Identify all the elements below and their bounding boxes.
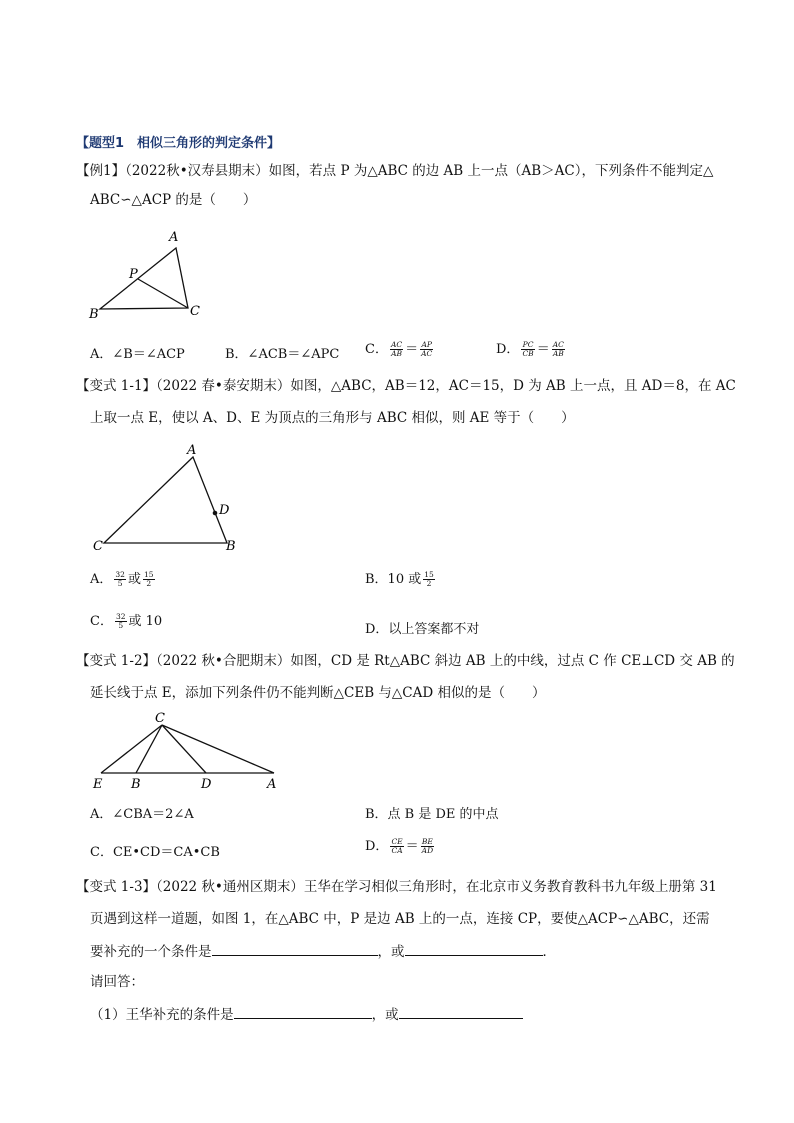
q2-option-a-frac2: $\frac{15}{2}$ [143, 570, 154, 588]
q1-option-a: A．∠B＝∠ACP [90, 347, 185, 362]
q3-segment-cd [162, 725, 206, 773]
q2-option-c-frac: $\frac{32}{5}$ [115, 612, 126, 630]
q1-label-a: A [169, 230, 179, 245]
q3-stem-line2: 延长线于点 E，添加下列条件仍不能判断△CEB 与△CAD 相似的是（ ） [90, 685, 546, 701]
q1-label-b: B [89, 307, 99, 322]
q1-stem-line2: ABC∽△ACP 的是（ ） [90, 192, 257, 208]
q4-part1-blank-1[interactable] [234, 1004, 372, 1019]
q4-answer-blank-1[interactable] [212, 941, 378, 956]
q3-option-b: B．点 B 是 DE 的中点 [365, 807, 499, 822]
q1-segment-pc [138, 279, 188, 308]
q3-option-a: A．∠CBA＝2∠A [90, 807, 194, 822]
q2-option-d: D．以上答案都不对 [365, 622, 480, 637]
q1-option-d-frac1: $\frac{PC}{CB}$ [522, 340, 534, 358]
q3-stem-line1: 【变式 1-2】（2022 秋•合肥期末）如图，CD 是 Rt△ABC 斜边 AB 上的中线，过点 C 作 CE⊥CD 交 AB 的 [76, 653, 735, 669]
q2-option-a: A． $\frac{32}{5}$ 或 $\frac{15}{2}$ [90, 570, 154, 588]
q1-option-d-frac2: $\frac{AC}{AB}$ [552, 340, 564, 358]
q3-label-c: C [155, 711, 165, 726]
q3-option-d: D． $\frac{CE}{CA}$ ＝ $\frac{BE}{AD}$ [365, 837, 434, 855]
q2-label-a: A [187, 443, 197, 458]
q4-stem-line3: 要补充的一个条件是 ，或 ． [90, 941, 556, 962]
q1-option-c: C． $\frac{AC}{AB}$ ＝ $\frac{AP}{AC}$ [365, 340, 433, 358]
q2-option-b: B．10 或 $\frac{15}{2}$ [365, 570, 434, 588]
q2-stem-line2: 上取一点 E，使以 A、D、E 为顶点的三角形与 ABC 相似，则 AE 等于（ ） [90, 410, 575, 426]
q1-option-c-frac2: $\frac{AP}{AC}$ [421, 340, 433, 358]
q2-label-c: C [93, 539, 103, 554]
q2-point-d [213, 511, 218, 516]
q1-label-p: P [129, 267, 138, 282]
q2-stem-line1: 【变式 1-1】（2022 春•泰安期末）如图，△ABC，AB＝12，AC＝15，D 为 AB 上一点，且 AD＝8，在 AC [76, 378, 736, 394]
q3-option-d-frac2: $\frac{BE}{AD}$ [421, 837, 434, 855]
q3-label-e: E [93, 777, 103, 792]
q1-option-d: D． $\frac{PC}{CB}$ ＝ $\frac{AC}{AB}$ [496, 340, 564, 358]
q1-triangle-figure [80, 225, 210, 325]
q2-label-b: B [226, 539, 236, 554]
q3-label-d: D [201, 777, 212, 792]
q1-stem-line1: 【例1】（2022秋•汉寿县期末）如图，若点 P 为△ABC 的边 AB 上一点（AB＞AC），下列条件不能判定△ [76, 163, 714, 179]
q4-stem-line2: 页遇到这样一道题，如图 1，在△ABC 中，P 是边 AB 上的一点，连接 CP，要使△ACP∽△ABC，还需 [90, 911, 710, 927]
q2-option-b-frac: $\frac{15}{2}$ [424, 570, 434, 588]
q2-option-a-frac1: $\frac{32}{5}$ [115, 570, 125, 588]
q1-label-c: C [190, 304, 200, 319]
q4-prompt: 请回答： [90, 974, 144, 990]
q2-triangle-abc [104, 457, 227, 543]
q2-triangle-figure [88, 440, 248, 555]
q4-stem-line1: 【变式 1-3】（2022 秋•通州区期末）王华在学习相似三角形时，在北京市义务教育教科书九年级上册第 31 [76, 879, 717, 895]
q1-option-b: B．∠ACB＝∠APC [225, 347, 340, 362]
q4-part1-blank-2[interactable] [399, 1004, 523, 1019]
q3-option-d-frac1: $\frac{CE}{CA}$ [391, 837, 403, 855]
q3-segment-ca [162, 725, 274, 773]
q3-label-b: B [131, 777, 141, 792]
q1-option-c-frac1: $\frac{AC}{AB}$ [390, 340, 403, 358]
q2-option-c: C． $\frac{32}{5}$ 或 10 [90, 612, 163, 630]
q4-answer-blank-2[interactable] [405, 941, 543, 956]
q3-triangle-figure [86, 708, 286, 796]
q2-label-d: D [219, 503, 230, 518]
q4-part1-line: （1）王华补充的条件是 ，或 [90, 1004, 523, 1025]
q3-segment-cb [136, 725, 162, 773]
q3-segment-ce [101, 725, 162, 773]
q3-option-c: C．CE•CD＝CA•CB [90, 845, 220, 860]
q3-label-a: A [267, 777, 277, 792]
section-heading: 【题型1 相似三角形的判定条件】 [76, 136, 281, 151]
